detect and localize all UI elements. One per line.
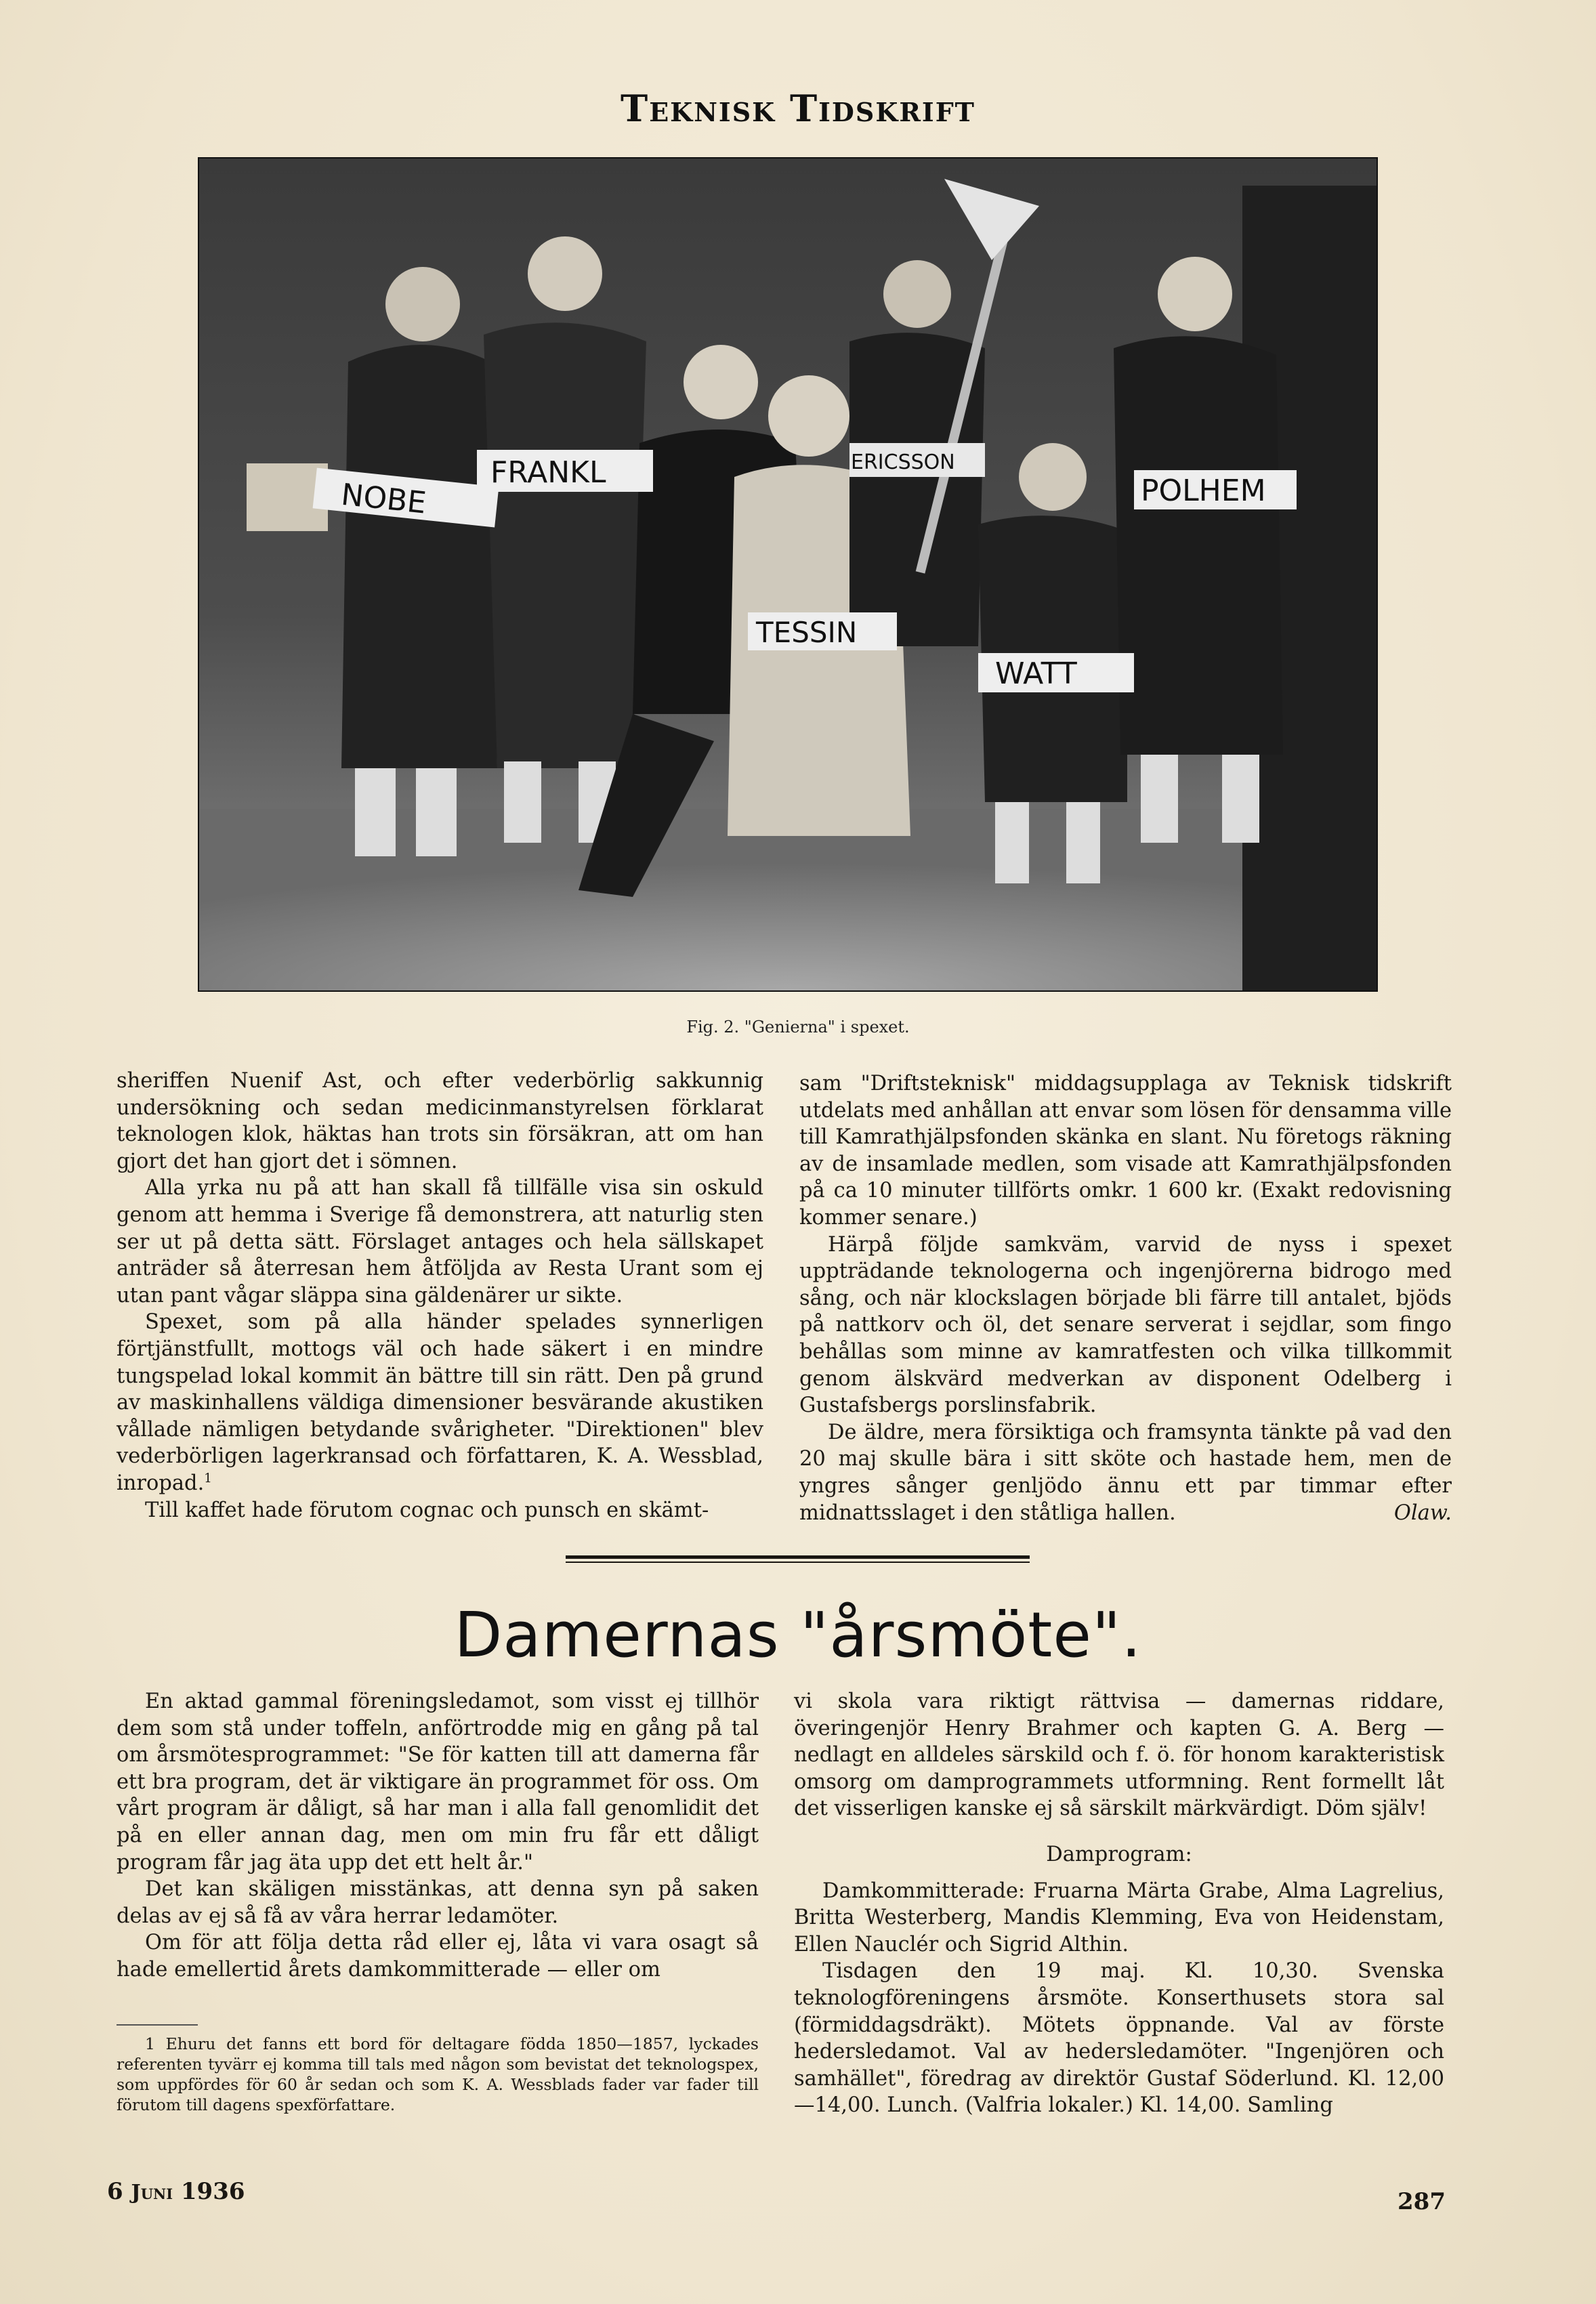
article2-headline: Damernas "årsmöte". [454,1599,1142,1671]
issue-year: 1936 [180,2178,245,2205]
footnote-body [117,2034,759,2115]
belt-label-franklin: FRANKL [490,455,606,490]
belt-ericsson [849,443,985,477]
paragraph-text: Spexet, som på alla händer spelades synnerligen förtjänstfullt, mottogs väl och hade säkert i en mindre tungspelad lokal kommit än bättre till sin rätt. Den på grund av maskinhallens väldiga dimensioner besvärande akustiken vållade nämligen betydande svårigheter. "Direktionen" blev vederbörligen lagerkransad och författaren, K. A. Wessblad, inropad. [117,1310,763,1495]
paragraph: sam "Driftsteknisk" middagsupplaga av Teknisk tidskrift utdelats med anhållan att envar som lösen för densamma ville till Kamrathjälpsfonden skänka en slant. Nu företogs räkning av de insamlade medlen, som visade att Kamrathjälpsfonden på ca 10 minuter tillförts omkr. 1 600 kr. (Exakt redovisning kommer senare.) [799,1072,1452,1230]
footnote [117,2034,759,2115]
issue-date [107,2178,245,2205]
article2-left-column [117,1688,759,1984]
paragraph: Om för att följa detta råd eller ej, låta vi vara osagt så hade emellertid årets damkommitterade — eller om [117,1931,759,1982]
issue-day: 6 [107,2178,123,2205]
belt-polhem [1134,470,1297,509]
belt-tessin [748,612,897,650]
article2-right-column [794,1688,1444,2119]
footnote-rule [117,2024,198,2026]
figure-caption: Fig. 2. "Genierna" i spexet. [686,1018,910,1036]
paragraph: Till kaffet hade förutom cognac och punsch en skämt- [145,1498,709,1522]
belt-label-watt: WATT [995,656,1077,691]
paragraph: En aktad gammal föreningsledamot, som visst ej tillhör dem som stå under toffeln, anförtrodde mig en gång på tal om årsmötesprogrammet: "Se för katten till att damerna får ett bra program, det är viktigare än programmet för oss. Om vårt program är dåligt, så har man i alla fall genomlidit det på en eller annan dag, men om min fru får ett dåligt program får jag äta upp det ett helt år." [117,1690,759,1874]
paragraph: Tisdagen den 19 maj. Kl. 10,30. Svenska teknologföreningens årsmöte. Konserthusets stora sal (förmiddagsdräkt). Mötets öppnande. Val av förste hedersledamot. Val av hedersledamöter. "Ingenjören och samhället", föredrag av direktör Gustaf Söderlund. Kl. 12,00—14,00. Lunch. (Valfria lokaler.) Kl. 14,00. Samling [794,1959,1444,2118]
belt-label-ericsson: ERICSSON [851,451,955,474]
paragraph: Det kan skäligen misstänkas, att denna syn på saken delas av ej så få av våra herrar ledamöter. [117,1877,759,1928]
belt-label-tessin: TESSIN [756,616,858,649]
issue-month: Juni [131,2181,173,2204]
belt-franklin [477,450,653,492]
paragraph: sheriffen Nuenif Ast, och efter vederbörlig sakkunnig undersökning och sedan medicinmanstyrelsen förklarat teknologen klok, häktas han trots sin försäkran, att om han gjort det han gjort det i sömnen. [117,1069,763,1173]
belt-watt [978,653,1134,692]
paragraph [117,1309,763,1496]
section-divider [566,1555,1030,1559]
paragraph: Alla yrka nu på att han skall få tillfälle visa sin oskuld genom att hemma i Sverige få demonstrera, att naturlig sten ser ut på detta sätt. Förslaget antages och hela sällskapet anträder så återresan hem åtföljda av Resta Urant som ej utan pant vågar släppa sina gäldenärer ur sikte. [117,1176,763,1307]
paragraph: vi skola vara riktigt rättvisa — damernas riddare, överingenjör Henry Brahmer och kapten G. A. Berg — nedlagt en alldeles särskild och f. ö. för honom karakteristisk omsorg om damprogrammets utformning. Rent formellt låt det visserligen kanske ej så särskilt märkvärdigt. Döm själv! [794,1690,1444,1821]
paragraph-text: De äldre, mera försiktiga och framsynta tänkte på vad den 20 maj skulle bära i sitt sköte och hastade hem, men de yngres sånger genljödo ännu ett par timmar efter midnattsslaget i den ståtliga hallen. [799,1420,1452,1525]
paragraph: Härpå följde samkväm, varvid de nyss i spexet uppträdande teknologerna och ingenjörerna bidrogo med sång, och när klockslagen började bli färre till antalet, bjöds på nattkorv och öl, det senare serverat i sejdlar, som fingo behållas som minne av kamratfesten och vilka tillkommit genom älskvärd medverkan av disponent Odelberg i Gustafsbergs porslinsfabrik. [799,1232,1452,1418]
photograph-genierna [198,157,1378,992]
page-number: 287 [1398,2188,1446,2215]
article1-left-column [117,1068,763,1524]
footnote-marker: 1 [204,1471,212,1486]
footnote-text: 1 Ehuru det fanns ett bord för deltagare födda 1850—1857, lyckades referenten tyvärr ej komma till tals med någon som bevistat det teknologspex, som uppfördes för 60 år sedan och som K. A. Wessblads fader var fader till förutom till dagens spexförfattare. [117,2034,759,2114]
belt-label-nobel: NOBE [339,477,428,521]
photo-illustration [199,159,1377,990]
article1-right-column [799,1070,1452,1526]
paragraph [799,1419,1452,1526]
paragraph: Damkommitterade: Fruarna Märta Grabe, Alma Lagrelius, Britta Westerberg, Mandis Klemming, Eva von Heidenstam, Ellen Nauclér och Sigrid Althin. [794,1879,1444,1956]
masthead: Teknisk Tidskrift [621,87,975,130]
belt-label-polhem: POLHEM [1141,474,1266,508]
program-heading: Damprogram: [1046,1842,1192,1866]
signature: Olaw. [1393,1501,1452,1525]
section-divider-thin [566,1562,1030,1563]
